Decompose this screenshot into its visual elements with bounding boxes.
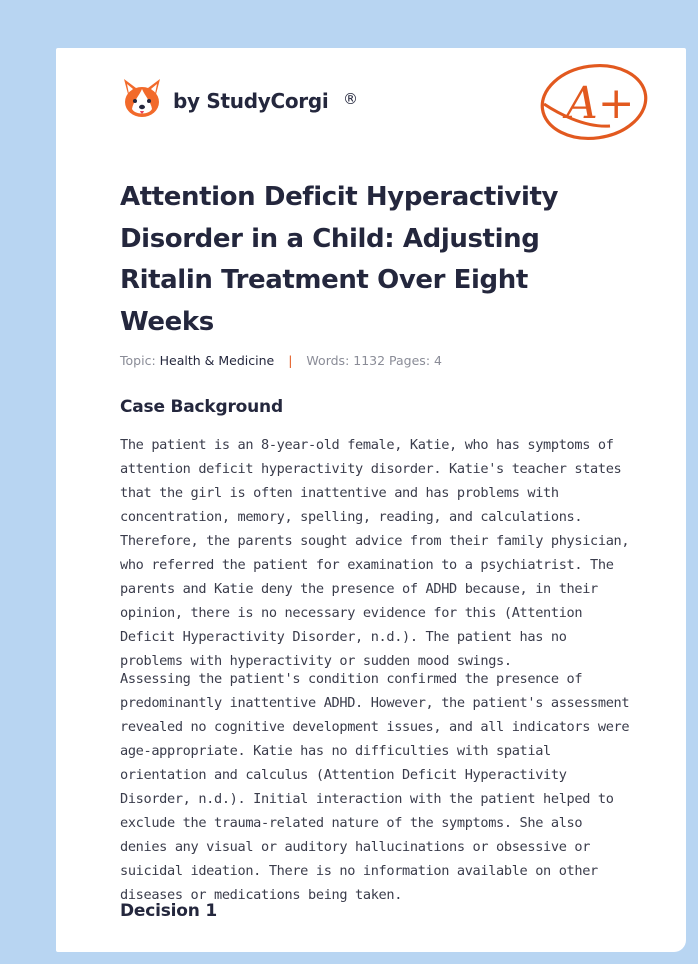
section-heading-case-background: Case Background xyxy=(120,397,283,417)
corgi-logo-icon xyxy=(121,76,163,120)
document-page xyxy=(56,48,686,952)
grade-badge-text: A+ xyxy=(566,78,635,129)
grade-badge-icon xyxy=(538,60,650,142)
paragraph: The patient is an 8-year-old female, Katie, who has symptoms of attention deficit hyperactivity disorder. Katie's teacher states that the girl is often inattentive and has problems with concentration, memory, spelling, reading, and calculations. Therefore, the parents sought advice from their family physician, who referred the patient for examination to a psychiatrist. The parents and Katie deny the presence of ADHD because, in their opinion, there is no necessary evidence for this (Attention Deficit Hyperactivity Disorder, n.d.). The patient has no problems with hyperactivity or sudden mood swings. xyxy=(120,437,630,669)
paragraph: Assessing the patient's condition confirmed the presence of predominantly inattentive ADHD. However, the patient's assessment revealed no cognitive development issues, and all indicators were age-appropriate. Katie has no difficulties with spatial orientation and calculus (Attention Deficit Hyperactivity Disorder, n.d.). Initial interaction with the patient helped to exclude the trauma-related nature of the symptoms. She also denies any visual or auditory hallucinations or obsessive or suicidal ideation. There is no information available on other diseases or medications being taken. xyxy=(120,671,630,903)
registered-mark: ® xyxy=(343,90,358,108)
brand-logo[interactable] xyxy=(121,76,358,120)
topic-link[interactable]: Health & Medicine xyxy=(159,353,275,368)
brand-name: by StudyCorgi xyxy=(173,89,329,113)
document-meta xyxy=(120,353,442,368)
topic-label: Topic: xyxy=(120,353,156,368)
word-count: Words: 1132 xyxy=(306,353,386,368)
header xyxy=(121,76,651,146)
meta-separator: | xyxy=(288,353,293,368)
page-count: Pages: 4 xyxy=(389,353,442,368)
section-heading-decision-1: Decision 1 xyxy=(120,901,218,921)
document-title: Attention Deficit Hyperactivity Disorder in a Child: Adjusting Ritalin Treatment Over Eight Weeks xyxy=(120,182,559,337)
